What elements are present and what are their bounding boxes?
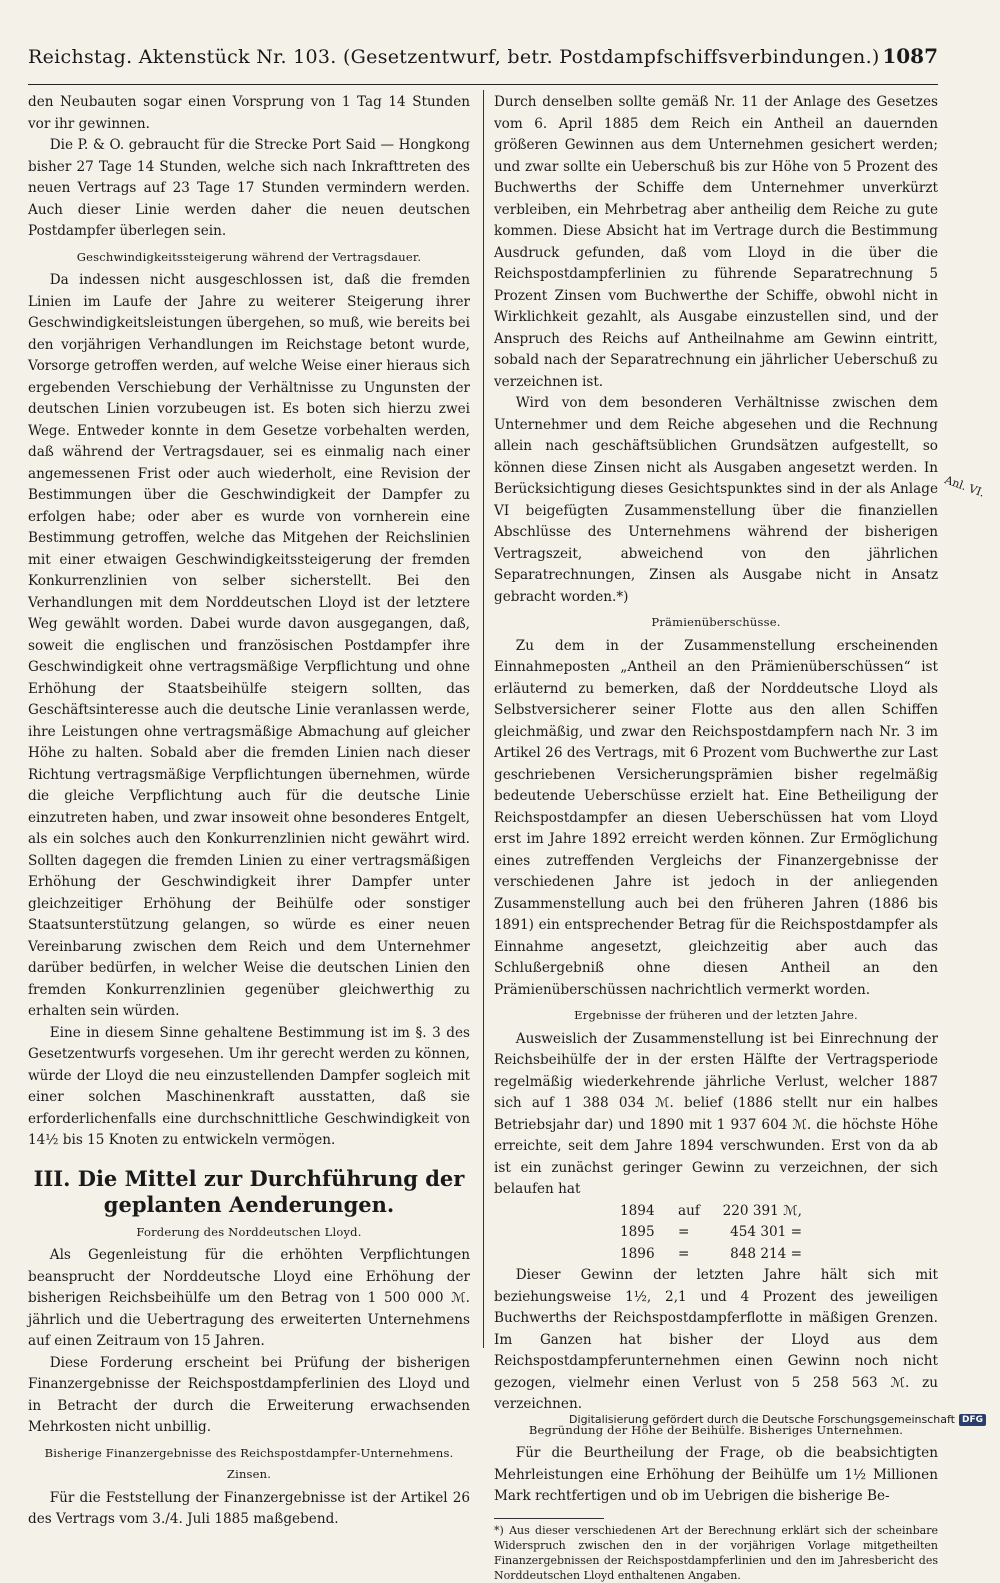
paragraph: Die P. & O. gebraucht für die Strecke Port Said — Hongkong bisher 27 Tage 14 Stunden, welche sich nach Inkrafttreten des neuen Vertrags auf 23 Tage 17 Stunden vermindern werden. Auch dieser Linie werden daher die neuen deutschen Postdampfer überlegen sein. [28,137,470,239]
subheading: Ergebnisse der früheren und der letzten Jahre. [574,1008,858,1022]
margin-note: Anl. VI. [943,473,987,500]
table-op: = [678,1224,690,1240]
table-row [620,1244,938,1266]
paragraph: Durch denselben sollte gemäß Nr. 11 der Anlage des Gesetzes vom 6. April 1885 dem Reich ein Antheil an dauernden größeren Gewinnen aus dem Unternehmen gesichert werden; und zwar sollte ein Ueberschuß bis zur Höhe von 5 Prozent des Buchwerths der Schiffe dem Unternehmer unverkürzt verbleiben, ein Mehrbetrag aber antheilig dem Reiche zu gute kommen. Diese Absicht hat im Vertrage durch die Bestimmung Ausdruck gefunden, daß vom Lloyd in die über die Reichspostdampferlinien zu führende Separatrechnung 5 Prozent Zinsen vom Buchwerthe der Schiffe, obwohl nicht in Wirklichkeit gezahlt, als Ausgabe einzustellen sind, und der Anspruch des Reichs auf Antheilnahme am Gewinn eintritt, sobald nach der Separatrechnung ein jährlicher Ueberschuß zu verzeichnen ist. [494,94,938,390]
subheading: Geschwindigkeitssteigerung während der Vertragsdauer. [76,249,422,264]
page-header [28,44,938,84]
table-amount: 220 391 ℳ, [722,1202,802,1219]
paragraph: Eine in diesem Sinne gehaltene Bestimmung ist im §. 3 des Gesetzentwurfs vorgesehen. Um ihr gerecht werden zu können, würde der Lloyd die neu einzustellenden Dampfer sogleich mit einer solchen Maschinenkraft ausstatten, daß sie erforderlichenfalls eine durchschnittliche Geschwindigkeit von 14½ bis 15 Knoten zu entwickeln vermögen. [28,1024,470,1148]
paragraph: Wird von dem besonderen Verhältnisse zwischen dem Unternehmer und dem Reiche abgesehen und die Rechnung allein nach geschäftsüblichen Grundsätzen aufgestellt, so können diese Zinsen nicht als Ausgaben angesetzt werden. In Berücksichtigung dieses Gesichtspunktes sind in der als Anlage VI beigefügten Zusammenstellung über die finanziellen Abschlüsse des Unternehmens während der bisherigen Vertragszeit, abweichend von den jährlichen Separatrechnungen, Zinsen als Ausgabe nicht in Ansatz gebracht worden.*) [494,395,938,605]
table-op: = [678,1245,690,1262]
table-row [620,1222,938,1244]
paragraph: Da indessen nicht ausgeschlossen ist, daß die fremden Linien im Laufe der Jahre zu weiterer Steigerung ihrer Geschwindigkeitsleistungen übergehen, so muß, wie bereits bei den vorjährigen Verhandlungen im Reichstage betont wurde, Vorsorge getroffen werden, auf welche Weise einer hieraus sich ergebenden Verschiebung der Verhältnisse zu Ungunsten der deutschen Linien vorzubeugen ist. Es boten sich hierzu zwei Wege. Entweder konnte in dem Gesetze vorbehalten werden, daß während der Vertragsdauer, sei es einmalig nach einer angemessenen Frist oder auch wiederholt, eine Revision der Bestimmungen über die Geschwindigkeit der Dampfer zu erfolgen habe; oder aber es wurde von vornherein eine Bestimmung getroffen, welche das Mitgehen der Reichslinien mit einer etwaigen Geschwindigkeitssteigerung der fremden Konkurrenzlinien von selber sicherstellt. Bei den Verhandlungen mit dem Norddeutschen Lloyd ist der letztere Weg gewählt worden. Dabei wurde davon ausgegangen, daß, soweit die englischen und französischen Postdampfer ihre Geschwindigkeit ohne vertragsmäßige Verpflichtung und ohne Erhöhung der Staatsbeihülfe steigern sollten, das Geschäftsinteresse auch die deutsche Linie veranlassen werde, ihre Leistungen ohne vertragsmäßige Abmachung auf gleicher Höhe zu halten. Sobald aber die fremden Linien nach dieser Richtung vertragsmäßige Verpflichtungen übernehmen, würde die gleiche Verpflichtung auch für die deutsche Linie einzutreten haben, und zwar insoweit ohne besonderes Entgelt, als ein solches auch den Konkurrenzlinien nicht gewährt wird. Sollten dagegen die fremden Linien zu einer vertragsmäßigen Erhöhung der Geschwindigkeit ihrer Dampfer unter gleichzeitiger Erhöhung der Beihülfe oder sonstiger Staatsunterstützung gelangen, so würde es einer neuen Vereinbarung zwischen dem Reich und dem Unternehmer darüber bedürfen, in welcher Weise die deutschen Linien den fremden Konkurrenzlinien gegenüber gleichwerthig zu erhalten sein würden. [28,272,470,1019]
column-divider [483,90,484,1348]
table-amount: 454 301 = [730,1224,802,1240]
table-amount: 848 214 = [730,1245,802,1262]
page-number: 1087 [882,44,938,68]
paragraph: Zu dem in der Zusammenstellung erscheinenden Einnahmeposten „Antheil an den Prämienüberschüssen“ ist erläuternd zu bemerken, daß der Norddeutsche Lloyd als Selbstversicherer seiner Flotte aus den allen Schiffen gleichmäßig, und zwar den Reichspostdampfern nach Nr. 3 im Artikel 26 des Vertrags, mit 6 Prozent vom Buchwerthe zur Last geschriebenen Versicherungsprämien bisher regelmäßig bedeutende Ueberschüsse erzielt hat. Eine Betheiligung der Reichspostdampfer an diesen Ueberschüssen hat vom Lloyd erst im Jahre 1892 erreicht werden können. Zur Ermöglichung eines zutreffenden Vergleichs der Finanzergebnisse der verschiedenen Jahre ist jedoch in der anliegenden Zusammenstellung auch bei den früheren Jahren (1886 bis 1891) ein entsprechender Betrag für die Reichspostdampfer als Einnahme angesetzt, gleichzeitig aber auch das Schlußergebniß ohne diesen Antheil an den Prämienüberschüssen nachrichtlich vermerkt worden. [494,637,938,998]
paragraph: den Neubauten sogar einen Vorsprung von 1 Tag 14 Stunden vor ihr gewinnen. [28,94,470,132]
funding-notice [569,1413,986,1426]
header-rule [28,84,938,85]
table-year: 1894 [620,1202,655,1219]
section-title: III. Die Mittel zur Durchführung der geplanten Aenderungen. [33,1165,465,1217]
paragraph: Dieser Gewinn der letzten Jahre hält sich mit beziehungsweise 1½, 2,1 und 4 Prozent des jeweiligen Buchwerths der Reichspostdampferflotte in mäßigen Grenzen. Im Ganzen hat bisher der Lloyd aus dem Reichspostdampferunternehmen einen Gewinn noch nicht gezogen, vielmehr einen Verlust von 5 258 563 ℳ. zu verzeichnen. [494,1267,938,1412]
table-year: 1895 [620,1224,655,1240]
profit-table [620,1201,938,1266]
running-title: Reichstag. Aktenstück Nr. 103. (Gesetzentwurf, betr. Postdampfschiffsverbindungen.) [28,46,880,68]
table-row [620,1201,938,1223]
subheading: Begründung der Höhe der Beihülfe. Bisheriges Unternehmen. [528,1422,904,1437]
left-column [28,92,470,1531]
footnote: *) Aus dieser verschiedenen Art der Berechnung erklärt sich der scheinbare Widerspruch zwischen den in der vorjährigen Vorlage mitgetheilten Finanzergebnissen der Reichspostdampferlinien und den im Jahresbericht des Norddeutschen Lloyd enthaltenen Angaben. [494,1523,938,1582]
footnote-rule [494,1518,604,1519]
paragraph: Als Gegenleistung für die erhöhten Verpflichtungen beansprucht der Norddeutsche Lloyd eine Erhöhung der bisherigen Reichsbeihülfe um den Betrag von 1 500 000 ℳ. jährlich und die Uebertragung des erweiterten Unternehmens auf einen Zeitraum von 15 Jahren. [28,1247,470,1349]
funding-text: Digitalisierung gefördert durch die Deutsche Forschungsgemeinschaft [569,1413,955,1426]
right-column [494,92,938,1583]
subheading: Forderung des Norddeutschen Lloyd. [136,1224,362,1239]
subheading: Bisherige Finanzergebnisse des Reichspostdampfer-Unternehmens. Zinsen. [44,1445,454,1481]
table-year: 1896 [620,1245,655,1262]
paragraph: Für die Feststellung der Finanzergebnisse ist der Artikel 26 des Vertrags vom 3./4. Juli 1885 maßgebend. [28,1489,470,1527]
paragraph: Für die Beurtheilung der Frage, ob die beabsichtigten Mehrleistungen eine Erhöhung der Beihülfe um 1½ Millionen Mark rechtfertigen und ob im Uebrigen die bisherige Be- [494,1445,938,1504]
paragraph: Ausweislich der Zusammenstellung ist bei Einrechnung der Reichsbeihülfe der in der ersten Hälfte der Vertragsperiode regelmäßig wiederkehrende jährliche Verlust, welcher 1887 sich auf 1 388 034 ℳ. belief (1886 stellt nur ein halbes Betriebsjahr dar) und 1890 mit 1 937 604 ℳ. die höchste Höhe erreichte, seit dem Jahre 1894 verschwunden. Erst von da ab ist ein zunächst geringer Gewinn zu verzeichnen, der sich belaufen hat [494,1030,938,1197]
paragraph: Diese Forderung erscheint bei Prüfung der bisherigen Finanzergebnisse der Reichspostdampferlinien des Lloyd und in Betracht der durch die Erweiterung erwachsenden Mehrkosten nicht unbillig. [28,1354,470,1435]
dfg-logo: DFG [959,1414,986,1426]
subheading: Prämienüberschüsse. [651,615,781,629]
table-op: auf [678,1202,700,1219]
